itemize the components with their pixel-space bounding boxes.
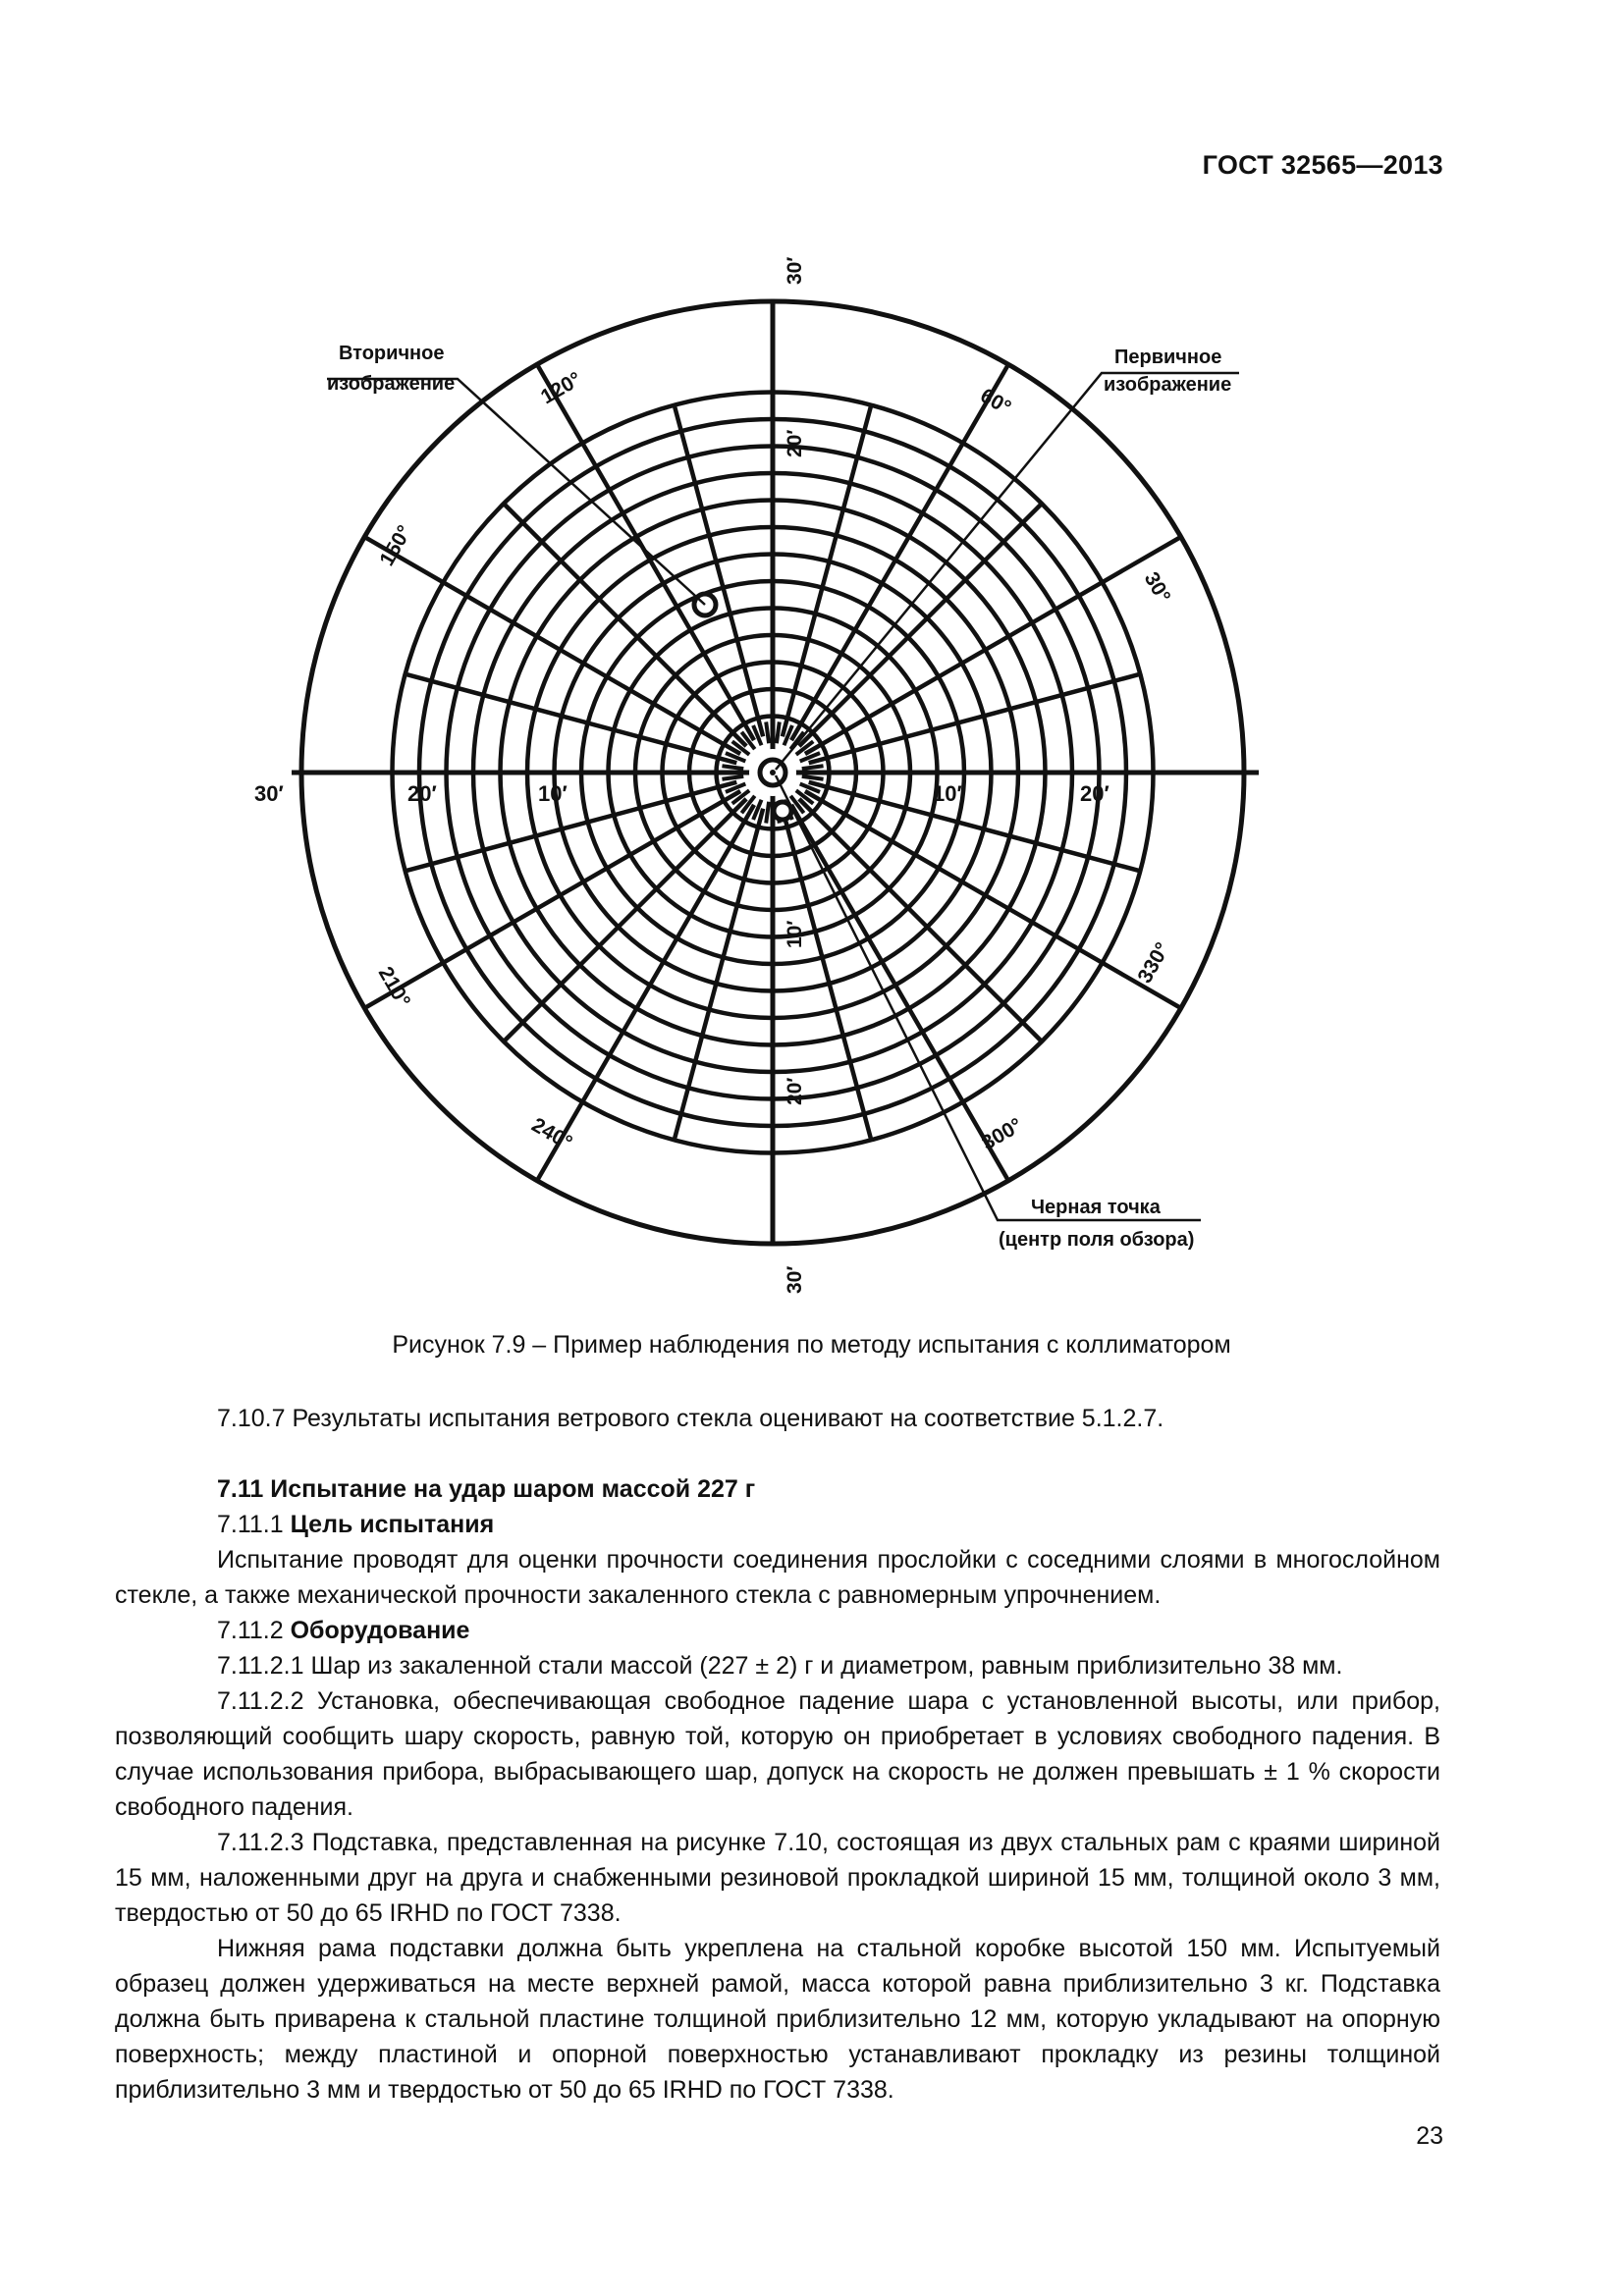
center-tick: [766, 802, 769, 824]
minute-label-right-10: 10′: [933, 781, 962, 806]
angle-label-150: 150°: [375, 521, 417, 570]
black-dot-icon: [770, 770, 776, 775]
angle-label-120: 120°: [537, 367, 586, 409]
subsection-heading-7-11-1: [115, 1507, 1440, 1542]
minute-label-bottom-20: 20′: [784, 1077, 806, 1105]
minute-label-top-20: 20′: [784, 429, 806, 457]
center-tick: [766, 721, 769, 743]
minute-label-left-20: 20′: [407, 781, 437, 806]
minute-label-top-30: 30′: [784, 256, 806, 285]
black-dot-label-2: (центр поля обзора): [999, 1229, 1195, 1251]
paragraph-7-11-2-2: 7.11.2.2 Установка, обеспечивающая свободное падение шара с установленной высоты, или прибор, позволяющий сообщить шару скорость, равную той, которую он приобретает в условиях свободного падения. В случае использования прибора, выбрасывающего шар, допуск на скорость не должен превышать ± 1 % скорости свободного падения.: [115, 1687, 1440, 1821]
subsection-title: Цель испытания: [290, 1511, 495, 1538]
subsection-number: 7.11.1: [217, 1511, 291, 1538]
primary-image-label-2: изображение: [1104, 374, 1232, 396]
paragraph-lower-frame: Нижняя рама подставки должна быть укреплена на стальной коробке высотой 150 мм. Испытуемый образец должен удерживаться на месте верхней рамой, масса которой равна приблизительно 3 кг. Подставка должна быть приварена к стальной пластине толщиной приблизительно 12 мм, которую укладывают на опорную поверхность; между пластиной и опорной поверхностью устанавливают прокладку из резины толщиной приблизительно 3 мм и твердостью от 50 до 65 IRHD по ГОСТ 7338.: [115, 1935, 1440, 2104]
paragraph-7-11-2-3: 7.11.2.3 Подставка, представленная на рисунке 7.10, состоящая из двух стальных рам с краями шириной 15 мм, наложенными друг на друга и снабженными резиновой прокладкой шириной 15 мм, толщиной около 3 мм, твердостью от 50 до 65 IRHD по ГОСТ 7338.: [115, 1829, 1440, 1927]
center-tick: [722, 766, 743, 769]
minute-label-bottom-30: 30′: [784, 1265, 806, 1294]
secondary-image-label-1: Вторичное: [339, 343, 445, 364]
primary-image-label-1: Первичное: [1114, 347, 1222, 368]
angle-label-210: 210°: [373, 963, 415, 1012]
subsection-title: Оборудование: [290, 1617, 470, 1644]
center-tick: [802, 766, 824, 769]
standard-code-header: ГОСТ 32565—2013: [1202, 150, 1443, 180]
figure-caption: Рисунок 7.9 – Пример наблюдения по методу испытания с коллиматором: [392, 1331, 1231, 1359]
angle-label-30: 30°: [1139, 568, 1175, 608]
primary-image-marker-icon: [774, 802, 791, 820]
paragraph-7-11-2-1: 7.11.2.1 Шар из закаленной стали массой (227 ± 2) г и диаметром, равным приблизительно 38 мм.: [217, 1652, 1343, 1680]
center-tick: [722, 776, 743, 779]
subsection-number: 7.11.2: [217, 1617, 291, 1644]
minute-label-bottom-10: 10′: [784, 920, 806, 948]
center-tick: [802, 776, 824, 779]
subsection-heading-7-11-2: [115, 1613, 1440, 1648]
center-tick: [777, 721, 780, 743]
black-dot-label-1: Черная точка: [1031, 1197, 1161, 1218]
angle-label-240: 240°: [527, 1113, 576, 1155]
minute-label-right-20: 20′: [1080, 781, 1109, 806]
secondary-image-label-2: изображение: [327, 373, 456, 395]
document-body: [115, 1401, 1440, 2108]
angle-label-300: 300°: [978, 1113, 1027, 1155]
minute-label-left-10: 10′: [538, 781, 568, 806]
paragraph-7-10-7: 7.10.7 Результаты испытания ветрового стекла оценивают на соответствие 5.1.2.7.: [217, 1405, 1164, 1432]
page-number: 23: [1416, 2122, 1443, 2150]
paragraph-7-11-1: Испытание проводят для оценки прочности соединения прослойки с соседними слоями в многослойном стекле, а также механической прочности закаленного стекла с равномерным упрочнением.: [115, 1546, 1440, 1609]
angle-label-330: 330°: [1133, 938, 1175, 988]
angle-label-60: 60°: [976, 384, 1015, 420]
minute-label-left-30: 30′: [254, 781, 284, 806]
section-heading-7-11: 7.11 Испытание на удар шаром массой 227 г: [217, 1475, 756, 1503]
